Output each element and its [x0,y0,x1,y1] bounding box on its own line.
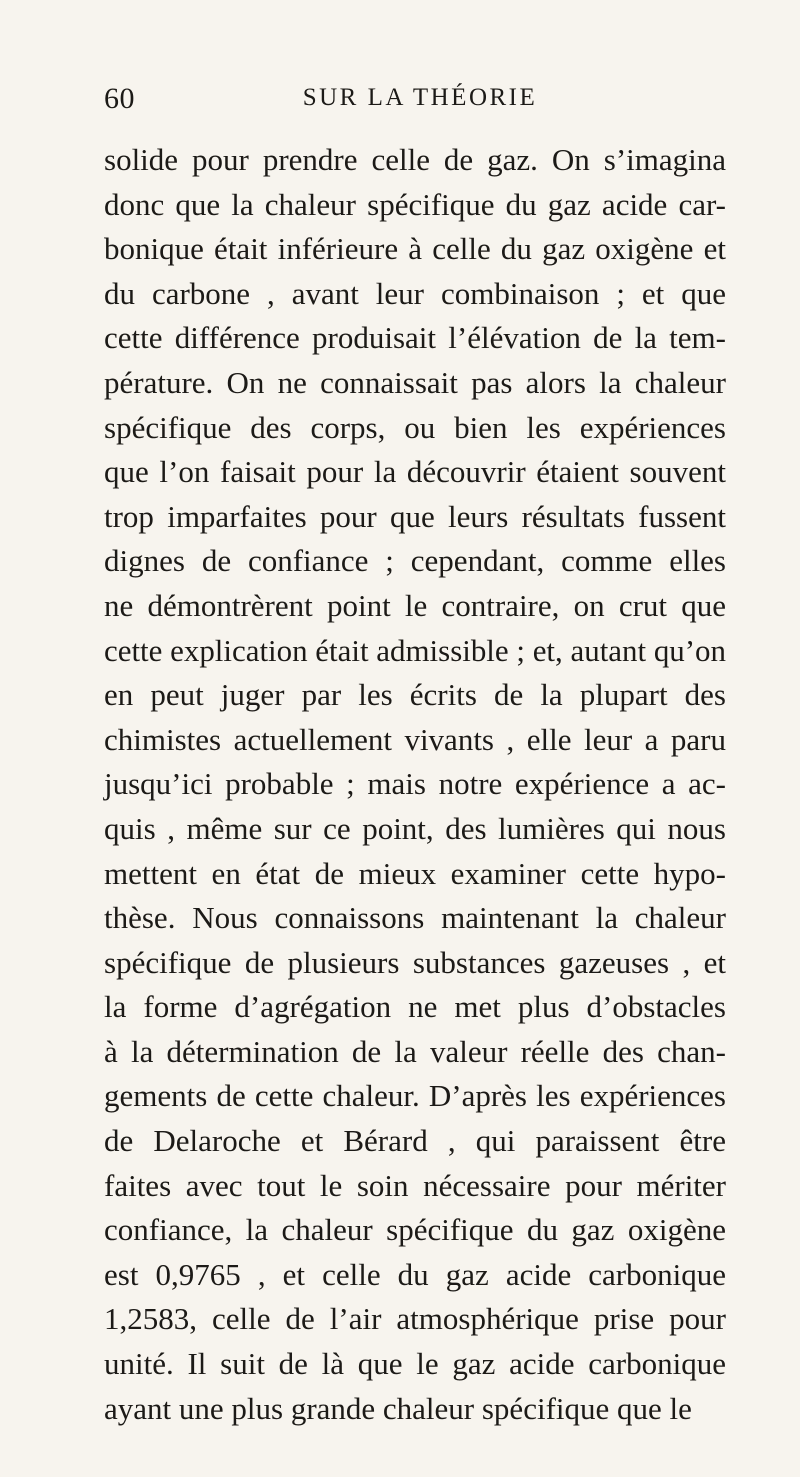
text-line: 1,2583, celle de l’air atmosphérique prise pour [104,1301,726,1337]
text-line: en peut juger par les écrits de la plupart des [104,677,726,713]
text-line: cette explication était admissible ; et, autant qu’on [104,632,726,668]
text-line: la forme d’agrégation ne met plus d’obstacles [104,989,726,1025]
body-text [104,138,726,1431]
text-line: cette différence produisait l’élévation de la tem- [104,320,726,356]
text-line: mettent en état de mieux examiner cette hypo- [104,855,726,891]
text-line: faites avec tout le soin nécessaire pour mériter [104,1167,726,1203]
page-number: 60 [104,82,135,115]
text-line: de Delaroche et Bérard , qui paraissent être [104,1123,726,1159]
text-line: pérature. On ne connaissait pas alors la chaleur [104,364,726,400]
text-line: solide pour prendre celle de gaz. On s’imagina [104,142,726,177]
text-line: du carbone , avant leur combinaison ; et que [104,275,726,311]
text-line: à la détermination de la valeur réelle des chan- [104,1033,726,1069]
text-line: quis , même sur ce point, des lumières qui nous [104,810,726,846]
running-head [104,82,726,122]
text-line: gements de cette chaleur. D’après les expériences [104,1078,726,1114]
text-line: est 0,9765 , et celle du gaz acide carbonique [104,1256,726,1292]
text-line: dignes de confiance ; cependant, comme elles [104,543,726,579]
text-line: chimistes actuellement vivants , elle leur a paru [104,721,726,757]
text-line: ne démontrèrent point le contraire, on crut que [104,587,726,623]
text-line: donc que la chaleur spécifique du gaz acide car- [104,186,726,222]
text-line: unité. Il suit de là que le gaz acide carbonique [104,1346,726,1382]
text-line: confiance, la chaleur spécifique du gaz oxigène [104,1212,726,1248]
text-line: trop imparfaites pour que leurs résultats fussent [104,498,726,534]
text-line: thèse. Nous connaissons maintenant la chaleur [104,900,726,936]
text-line: spécifique de plusieurs substances gazeuses , et [104,944,726,980]
text-line: spécifique des corps, ou bien les expériences [104,409,726,445]
text-line: bonique était inférieure à celle du gaz oxigène et [104,231,726,267]
text-line: que l’on faisait pour la découvrir étaient souvent [104,454,726,490]
text-line: ayant une plus grande chaleur spécifique que le [104,1390,692,1426]
text-line: jusqu’ici probable ; mais notre expérience a ac- [104,766,726,802]
running-title: SUR LA THÉORIE [302,84,538,111]
